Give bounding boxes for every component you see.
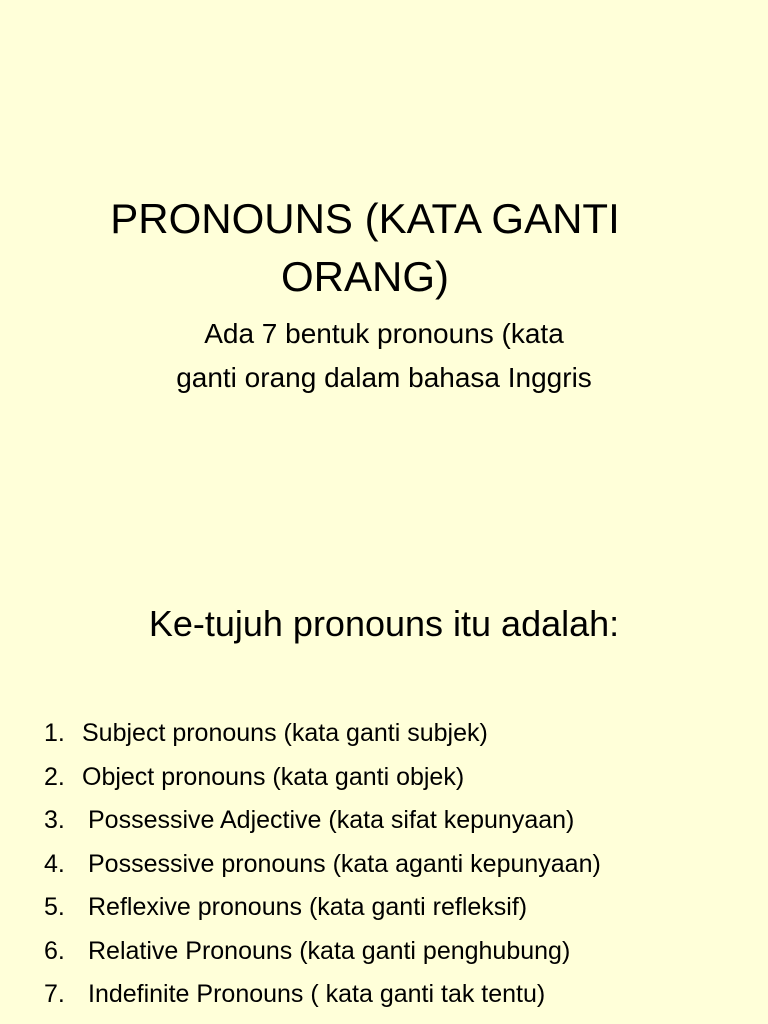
list-item	[44, 973, 601, 1017]
list-item-number: 4.	[44, 849, 65, 878]
slide-title-line-2: ORANG)	[281, 253, 449, 300]
slide-title-line-1: PRONOUNS (KATA GANTI	[110, 195, 620, 242]
list-item	[44, 886, 601, 930]
list-item-number: 7.	[44, 980, 65, 1008]
list-item	[44, 712, 601, 756]
list-item-text: Subject pronouns (kata ganti subjek)	[82, 719, 488, 747]
list-item	[44, 843, 601, 887]
list-item	[44, 930, 601, 974]
subtitle-line-1: Ada 7 bentuk pronouns (kata	[204, 318, 564, 349]
list-item-number: 3.	[44, 806, 65, 834]
subtitle-line-2: ganti orang dalam bahasa Inggris	[176, 362, 592, 393]
pronoun-list	[44, 712, 601, 1017]
slide-title	[0, 190, 730, 306]
list-item-text: Possessive Adjective (kata sifat kepunyaan)	[88, 806, 575, 834]
list-item-text: Possessive pronouns (kata aganti kepunyaan)	[88, 849, 601, 878]
list-item-text: Object pronouns (kata ganti objek)	[82, 762, 465, 791]
list-item-number: 5.	[44, 893, 65, 921]
list-item-text: Indefinite Pronouns ( kata ganti tak tentu)	[88, 980, 546, 1008]
slide-subtitle	[0, 312, 768, 400]
list-item-number: 1.	[44, 719, 65, 747]
list-item	[44, 799, 601, 843]
list-item-text: Relative Pronouns (kata ganti penghubung)	[88, 936, 571, 965]
list-heading: Ke-tujuh pronouns itu adalah:	[148, 603, 620, 644]
list-item-number: 2.	[44, 762, 65, 791]
list-item-number: 6.	[44, 936, 65, 965]
list-item-text: Reflexive pronouns (kata ganti refleksif)	[88, 893, 528, 921]
list-item	[44, 756, 601, 800]
